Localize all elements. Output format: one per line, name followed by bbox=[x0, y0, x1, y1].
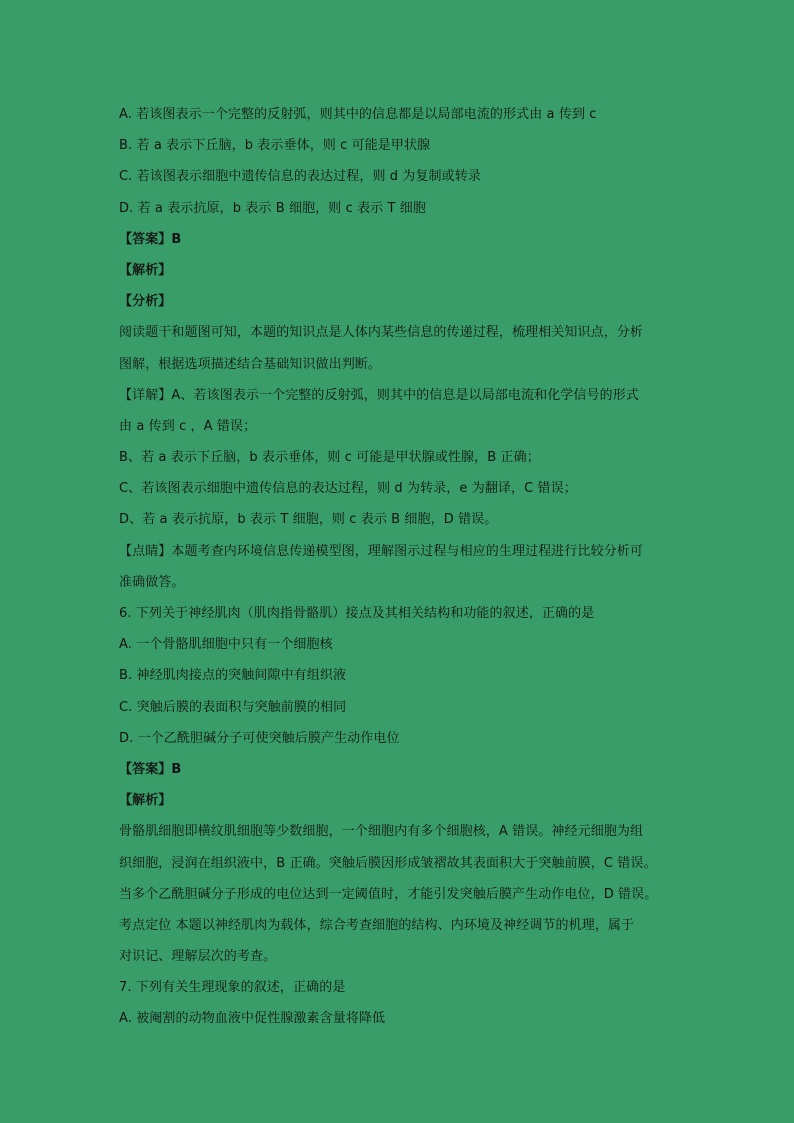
comment-line: 【点睛】本题考查内环境信息传递模型图，理解图示过程与相应的生理过程进行比较分析可 bbox=[119, 543, 644, 559]
q6-analysis-line: 当多个乙酰胆碱分子形成的电位达到一定阈值时，才能引发突触后膜产生动作电位，D 错误。 bbox=[119, 886, 658, 902]
fenxi-heading: 【分析】 bbox=[119, 294, 172, 310]
question-7-stem: 7. 下列有关生理现象的叙述，正确的是 bbox=[119, 980, 346, 996]
q6-option-b: B. 神经肌肉接点的突触间隙中有组织液 bbox=[119, 668, 347, 684]
q6-analysis-line: 对识记、理解层次的考查。 bbox=[119, 949, 277, 965]
q6-option-a: A. 一个骨骼肌细胞中只有一个细胞核 bbox=[119, 637, 333, 653]
q6-analysis-line: 考点定位 本题以神经肌肉为载体，综合考查细胞的结构、内环境及神经调节的机理，属于 bbox=[119, 917, 635, 933]
paragraph-line: 阅读题干和题图可知，本题的知识点是人体内某些信息的传递过程，梳理相关知识点，分析 bbox=[119, 325, 644, 341]
paragraph-line: 图解，根据选项描述结合基础知识做出判断。 bbox=[119, 356, 382, 372]
q6-analysis-line: 织细胞，浸润在组织液中，B 正确。突触后膜因形成皱褶故其表面积大于突触前膜，C 错误。 bbox=[119, 855, 657, 871]
q6-answer-line: 【答案】B bbox=[119, 761, 182, 777]
q6-analysis-line: 骨骼肌细胞即横纹肌细胞等少数细胞，一个细胞内有多个细胞核，A 错误。神经元细胞为组 bbox=[119, 824, 644, 840]
answer-line: 【答案】B bbox=[119, 231, 182, 247]
option-d-text: D. 若 a 表示抗原，b 表示 B 细胞，则 c 表示 T 细胞 bbox=[119, 200, 426, 216]
q6-option-c: C. 突触后膜的表面积与突触前膜的相同 bbox=[119, 699, 347, 715]
detail-line: B、若 a 表示下丘脑，b 表示垂体，则 c 可能是甲状腺或性腺，B 正确； bbox=[119, 450, 540, 466]
q7-option-a: A. 被阉割的动物血液中促性腺激素含量将降低 bbox=[119, 1011, 386, 1027]
option-a-text: A. 若该图表示一个完整的反射弧，则其中的信息都是以局部电流的形式由 a 传到 c bbox=[119, 107, 597, 122]
q6-analysis-heading: 【解析】 bbox=[119, 793, 172, 809]
option-c-text: C. 若该图表示细胞中遗传信息的表达过程，则 d 为复制或转录 bbox=[119, 169, 481, 185]
detail-line: C、若该图表示细胞中遗传信息的表达过程，则 d 为转录，e 为翻译，C 错误； bbox=[119, 481, 577, 497]
q6-option-d: D. 一个乙酰胆碱分子可使突触后膜产生动作电位 bbox=[119, 730, 400, 746]
detail-line: 由 a 传到 c ，A 错误； bbox=[119, 418, 257, 434]
detail-line: D、若 a 表示抗原，b 表示 T 细胞，则 c 表示 B 细胞，D 错误。 bbox=[119, 512, 498, 528]
option-b-text: B. 若 a 表示下丘脑，b 表示垂体，则 c 可能是甲状腺 bbox=[119, 138, 431, 154]
analysis-heading: 【解析】 bbox=[119, 262, 172, 278]
comment-line: 准确做答。 bbox=[119, 574, 185, 590]
document-body bbox=[119, 99, 679, 1035]
detail-line: 【详解】A、若该图表示一个完整的反射弧，则其中的信息是以局部电流和化学信号的形式 bbox=[119, 387, 639, 403]
question-6-stem: 6. 下列关于神经肌肉（肌肉指骨骼肌）接点及其相关结构和功能的叙述，正确的是 bbox=[119, 606, 595, 621]
